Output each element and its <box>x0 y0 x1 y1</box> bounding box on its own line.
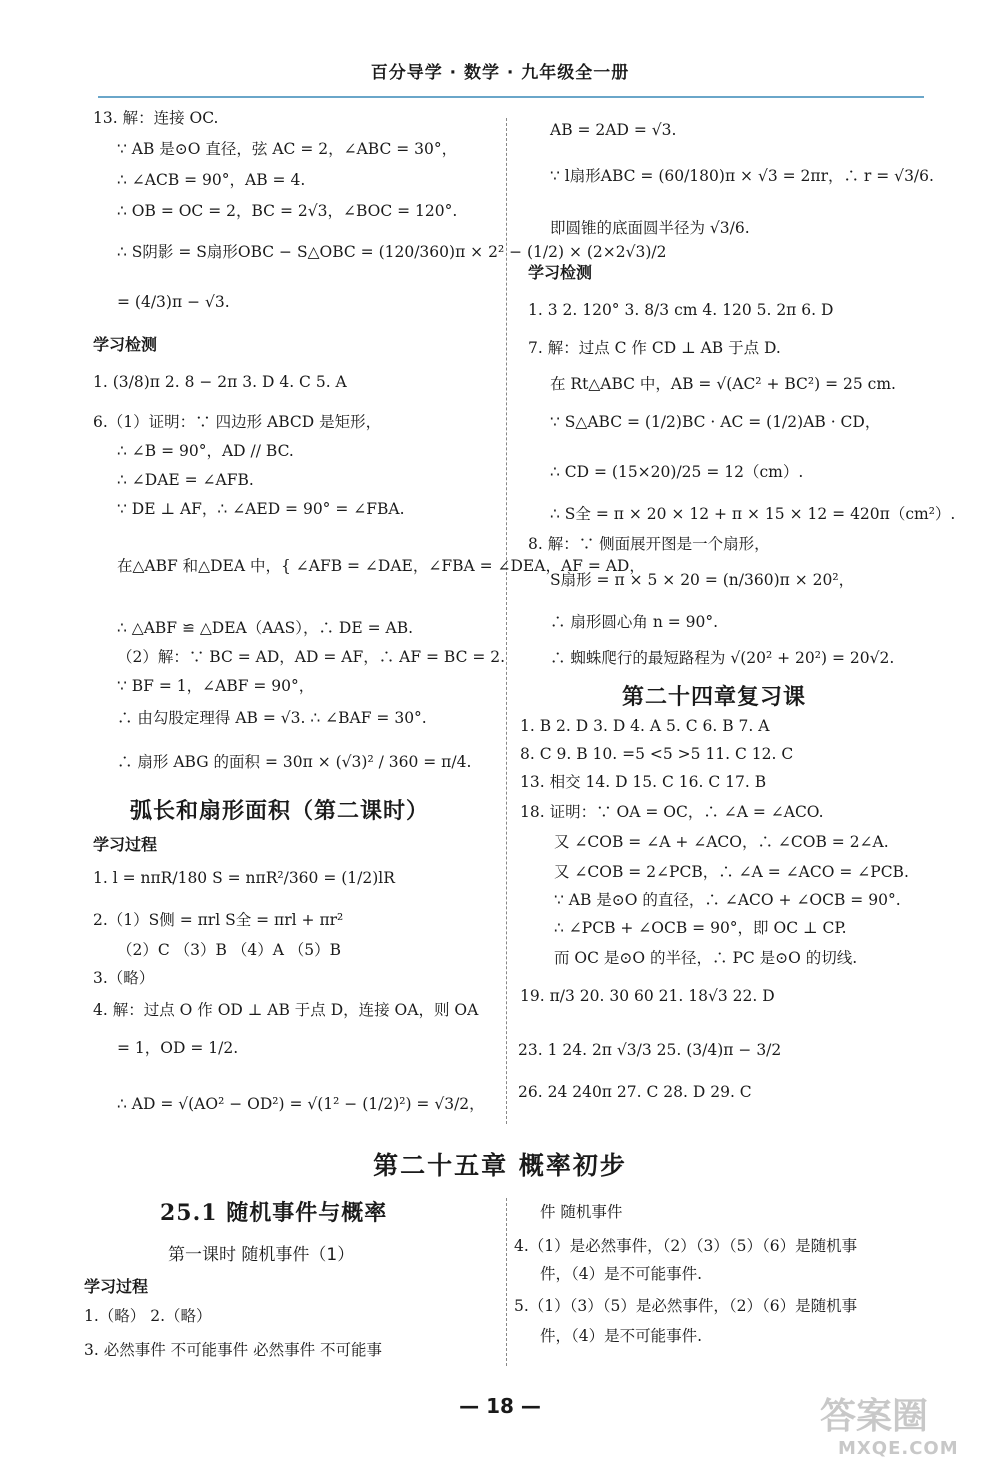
right-line: 13. 相交 14. D 15. C 16. C 17. B <box>520 773 767 791</box>
page-header: 百分导学 · 数学 · 九年级全一册 <box>370 63 630 83</box>
left-line: （2）解：∵ BC = AD，AD = AF，∴ AF = BC = 2. <box>117 648 506 666</box>
chapter-title: 第二十五章 概率初步 <box>373 1151 627 1180</box>
left-line: 6.（1）证明：∵ 四边形 ABCD 是矩形， <box>93 413 382 431</box>
left-line: 在△ABF 和△DEA 中，{ ∠AFB = ∠DAE，∠FBA = ∠DEA，AF = AD， <box>117 557 645 575</box>
left-line: 2.（1）S侧 = πrl S全 = πrl + πr² <box>93 911 344 929</box>
left-line: ∵ BF = 1，∠ABF = 90°， <box>117 677 315 695</box>
right-line: 而 OC 是⊙O 的半径，∴ PC 是⊙O 的切线. <box>554 949 858 967</box>
left-line: ∴ OB = OC = 2，BC = 2√3，∠BOC = 120°. <box>117 202 458 220</box>
right-line: 19. π/3 20. 30 60 21. 18√3 22. D <box>520 987 775 1005</box>
section-title: 第二十四章复习课 <box>622 684 807 710</box>
right-line: ∴ S全 = π × 20 × 12 + π × 15 × 12 = 420π（cm²）. <box>550 505 956 523</box>
right-line: 4.（1）是必然事件，（2）（3）（5）（6）是随机事 <box>514 1237 858 1255</box>
section-title: 弧长和扇形面积（第二课时） <box>130 798 430 824</box>
column-divider-bottom <box>506 1198 507 1366</box>
right-line: 又 ∠COB = 2∠PCB，∴ ∠A = ∠ACO = ∠PCB. <box>554 863 909 881</box>
right-line: 1. 3 2. 120° 3. 8/3 cm 4. 120 5. 2π 6. D <box>528 301 834 319</box>
right-line: 又 ∠COB = ∠A + ∠ACO，∴ ∠COB = 2∠A. <box>554 833 889 851</box>
left-line: ∴ ∠DAE = ∠AFB. <box>117 471 254 489</box>
left-line: ∴ 由勾股定理得 AB = √3. ∴ ∠BAF = 30°. <box>117 709 427 727</box>
right-line: S扇形 = π × 5 × 20 = (n/360)π × 20²， <box>550 571 855 589</box>
left-line: 13. 解：连接 OC. <box>93 109 219 127</box>
right-line: ∴ ∠PCB + ∠OCB = 90°，即 OC ⊥ CP. <box>554 919 847 937</box>
header-rule <box>98 96 924 98</box>
left-line: ∴ ∠ACB = 90°，AB = 4. <box>117 171 306 189</box>
right-line: 18. 证明：∵ OA = OC，∴ ∠A = ∠ACO. <box>520 803 824 821</box>
right-line: 8. 解：∵ 侧面展开图是一个扇形， <box>528 535 770 553</box>
section-label: 学习过程 <box>84 1277 149 1296</box>
section-label: 学习检测 <box>528 263 593 282</box>
right-line: ∴ CD = (15×20)/25 = 12（cm）. <box>550 463 804 481</box>
right-line: 5.（1）（3）（5）是必然事件，（2）（6）是随机事 <box>514 1297 858 1315</box>
left-line: （2）C （3）B （4）A （5）B <box>117 941 342 959</box>
right-line: ∴ 扇形圆心角 n = 90°. <box>550 613 719 631</box>
right-line: 即圆锥的底面圆半径为 √3/6. <box>550 219 750 237</box>
column-divider-top <box>506 118 507 1124</box>
left-line: ∵ DE ⊥ AF，∴ ∠AED = 90° = ∠FBA. <box>117 500 405 518</box>
left-line: 1. l = nπR/180 S = nπR²/360 = (1/2)lR <box>93 869 395 887</box>
watermark-url: MXQE.COM <box>838 1438 959 1459</box>
left-line: 4. 解：过点 O 作 OD ⊥ AB 于点 D，连接 OA，则 OA <box>93 1001 479 1019</box>
right-line: ∵ AB 是⊙O 的直径，∴ ∠ACO + ∠OCB = 90°. <box>554 891 901 909</box>
right-line: ∵ S△ABC = (1/2)BC · AC = (1/2)AB · CD， <box>550 413 881 431</box>
left-line: 1. (3/8)π 2. 8 − 2π 3. D 4. C 5. A <box>93 373 347 391</box>
left-line: ∴ S阴影 = S扇形OBC − S△OBC = (120/360)π × 2² − (1/2) × (2×2√3)/2 <box>117 243 667 261</box>
right-line: AB = 2AD = √3. <box>550 121 677 139</box>
section-label: 学习过程 <box>93 835 158 854</box>
right-line: 件，（4）是不可能事件. <box>540 1327 703 1345</box>
right-line: ∵ l扇形ABC = (60/180)π × √3 = 2πr，∴ r = √3/6. <box>550 167 934 185</box>
right-line: 1. B 2. D 3. D 4. A 5. C 6. B 7. A <box>520 717 770 735</box>
section-title: 25.1 随机事件与概率 <box>160 1200 388 1226</box>
left-line: 1.（略） 2.（略） <box>84 1307 212 1325</box>
left-line: ∴ △ABF ≌ △DEA（AAS），∴ DE = AB. <box>117 619 414 637</box>
right-line: 26. 24 240π 27. C 28. D 29. C <box>518 1083 752 1101</box>
left-line: 3.（略） <box>93 969 155 987</box>
left-line: ∴ 扇形 ABG 的面积 = 30π × (√3)² / 360 = π/4. <box>117 753 472 771</box>
right-line: 7. 解：过点 C 作 CD ⊥ AB 于点 D. <box>528 339 781 357</box>
left-line: 3. 必然事件 不可能事件 必然事件 不可能事 <box>84 1341 382 1359</box>
right-line: 件 随机事件 <box>540 1203 623 1221</box>
right-line: 在 Rt△ABC 中，AB = √(AC² + BC²) = 25 cm. <box>550 375 896 393</box>
watermark-logo: 答案圈 <box>820 1396 929 1437</box>
left-line: ∴ ∠B = 90°，AD // BC. <box>117 442 294 460</box>
page-number: — 18 — <box>459 1394 541 1418</box>
left-line: = (4/3)π − √3. <box>117 293 230 311</box>
right-line: 件，（4）是不可能事件. <box>540 1265 703 1283</box>
left-line: = 1，OD = 1/2. <box>117 1039 239 1057</box>
section-label: 学习检测 <box>93 335 158 354</box>
left-line: ∵ AB 是⊙O 直径，弦 AC = 2，∠ABC = 30°， <box>117 140 458 158</box>
right-line: 23. 1 24. 2π √3/3 25. (3/4)π − 3/2 <box>518 1041 782 1059</box>
lesson-title: 第一课时 随机事件（1） <box>168 1245 355 1265</box>
right-line: ∴ 蜘蛛爬行的最短路程为 √(20² + 20²) = 20√2. <box>550 649 895 667</box>
left-line: ∴ AD = √(AO² − OD²) = √(1² − (1/2)²) = √3/2， <box>117 1095 485 1113</box>
right-line: 8. C 9. B 10. =5 <5 >5 11. C 12. C <box>520 745 794 763</box>
